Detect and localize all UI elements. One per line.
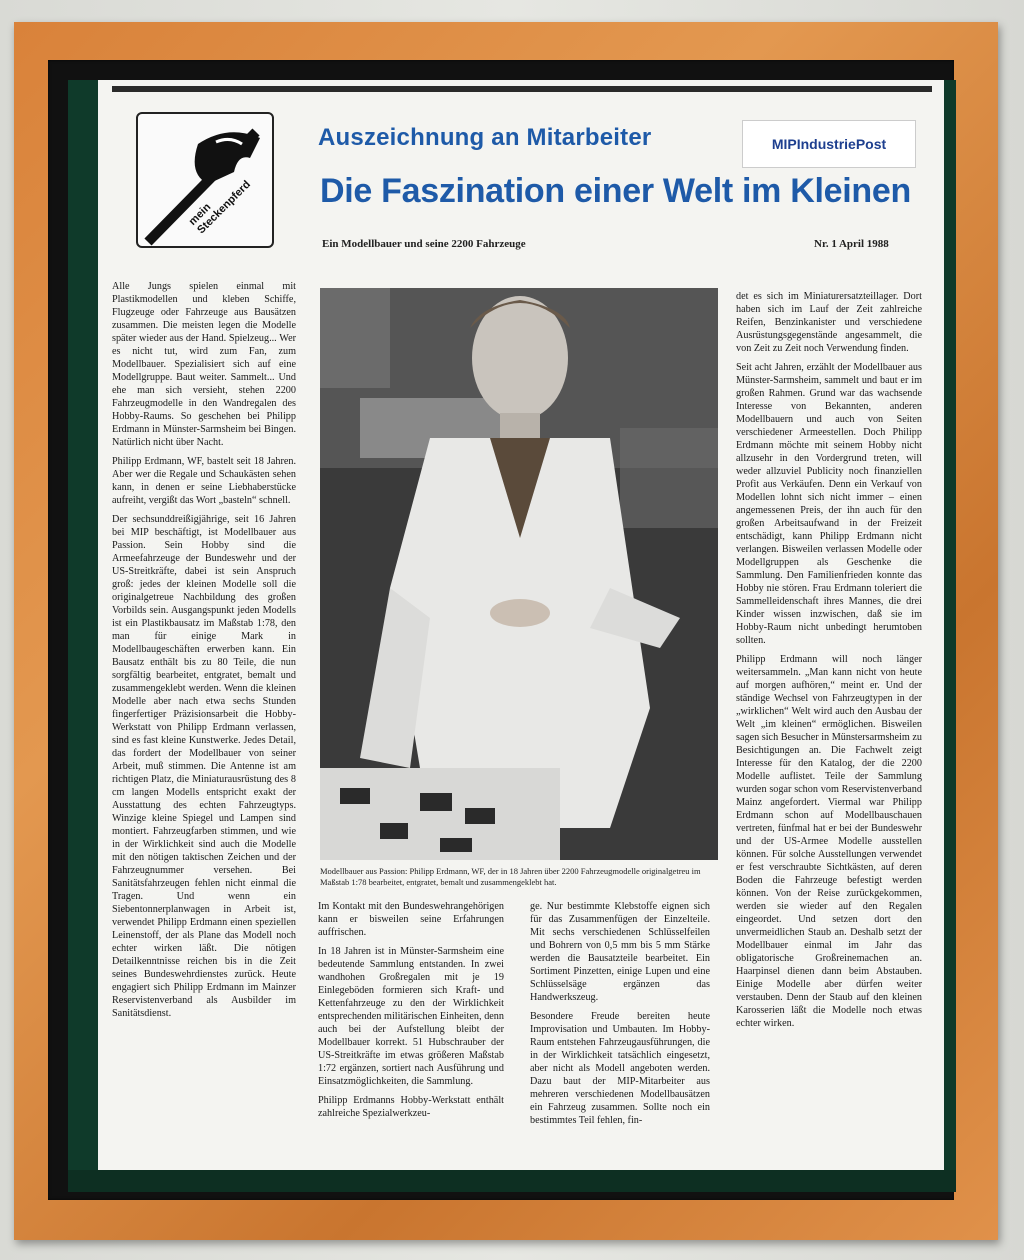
mat-bottom <box>68 1170 956 1192</box>
paragraph: Im Kontakt mit den Bundeswehrangehörigen kann er bisweilen seine Erfahrungen auffrischen. <box>318 901 504 938</box>
article-kicker: Auszeichnung an Mitarbeiter <box>318 124 652 151</box>
mat-right <box>944 80 956 1190</box>
article-subline: Ein Modellbauer und seine 2200 Fahrzeuge <box>322 238 526 250</box>
paragraph: Philipp Erdmann, WF, bastelt seit 18 Jahren. Aber wer die Regale und Schaukästen sehen kann, in denen er seine Liebhaberstücke aufreiht, vergißt das Wort „basteln“ schnell. <box>112 456 296 506</box>
paragraph: Philipp Erdmann will noch länger weitersammeln. „Man kann nicht von heute auf morgen aufhören,“ meint er. Und der ständige Wechsel von Fahrzeugtypen in der „wirklichen“ Welt wird auch den Ausbau der Welt „im kleinen“ ermöglichen. Bisweilen sagen sich Besucher in Münstersarmsheim zu Besichtigungen an. Die Fachwelt zeigt Interesse für den Katalog, der die 2200 Modelle auflistet. Teile der Sammlung wurden sogar schon vom Reservistenverband Mainz angefordert. Viermal war Philipp Erdmann schon auf Modellbauschauen vertreten, fünfmal hat er bei der Bundeswehr und der US-Armee Modelle ausstellen können. Für solche Ausstellungen verwendet er fest verschraubte Sichtkästen, auf deren Boden die Fahrzeuge befestigt werden können. Von der Reise zurückgekommen, werden sie wieder auf den Regalen eingeordet. Und setzen dort den unvermeidlichen Staub an. Deshalb setzt der Modellbauer einmal im Jahr das obligatorische Großreinemachen an. Haarpinsel dienen dann beim Abstauben. Einige Modelle aber dürfen weiter verstauben. Denn der Staub auf den kleinen Karosserien läßt die Modelle noch etwas echter wirken. <box>736 654 922 1029</box>
paragraph: det es sich im Miniaturersatzteillager. Dort haben sich im Lauf der Zeit zahlreiche Reifen, Benzinkanister und verschiedene Ausrüstungsgegenstände angesammelt, die von Zeit zu Zeit noch Verwendung finden. <box>736 291 922 354</box>
paragraph: Der sechsunddreißigjährige, seit 16 Jahren bei MIP beschäftigt, ist Modellbauer aus Passion. Sein Hobby sind die Armeefahrzeuge der Bundeswehr und der US-Streitkräfte, dabei ist sein Anspruch groß: jedes der kleinen Modelle soll die originalgetreue Nachbildung des großen Vorbilds sein. Ausgangspunkt jeden Modells ist ein Plastikbausatz im Maßstab 1:78, den man für einige Mark in Modellbaugeschäften erwerben kann. Ein Bausatz enthält bis zu 80 Teile, die nun sorgfältig bearbeitet, entgratet, bemalt und zusammengeklebt werden. Wenn die kleinen Modelle aber nach etwa sechs Stunden fingerfertiger Präzisionsarbeit die Hobby-Werkstatt von Philipp Erdmann verlassen, sind es fast kleine Kunstwerke. Jedes Detail, das fordert der Modellbauer von seiner Arbeit, muß stimmen. Die Antenne ist am richtigen Platz, die Miniaturausrüstung des 8 cm langen Modells entspricht exakt der Ausstattung des echten Fahrzeugtyps. Winzige kleine Spiegel und Lampen sind montiert. Fahrzeugfarben stimmen, und wie in der Wirklichkeit sind auch die Modelle mit den nötigen taktischen Zeichen und der Fahrzeugnummer versehen. Bei Sanitätsfahrzeugen fehlen nicht einmal die Tragen. Und wenn ein Siebentonnerplanwagen in Arbeit ist, verwendet Philipp Erdmann einen speziellen Leinenstoff, der als Plane das Modell noch echter wirken läßt. Die nötigen Detailkenntnisse reichen bis in die Zeit seines Bundeswehrdienstes zurück. Heute engagiert sich Philipp Erdmann im Mainzer Reservistenverband als Ausbilder im Sanitätsdienst. <box>112 514 296 1019</box>
paragraph: In 18 Jahren ist in Münster-Sarmsheim eine bedeutende Sammlung entstanden. In zwei wandhohen Großregalen mit je 19 Einlegeböden formieren sich Kraft- und Kettenfahrzeuge zu den der Wirklichkeit entsprechenden militärischen Einheiten, denn auch bei der Aufstellung bleibt der Modellbauer korrekt. 51 Hubschrauber der US-Streitkräfte im etwas größeren Maßstab 1:72 ergänzen, sortiert nach Ausführung und Einsatzmöglichkeiten, die Sammlung. <box>318 946 504 1087</box>
paragraph: Besondere Freude bereiten heute Improvisation und Umbauten. Im Hobby-Raum entstehen Fahrzeugausführungen, die in der Wirklichkeit tatsächlich eingesetzt, aber nicht als Modell angeboten werden. Dazu baut der MIP-Mitarbeiter aus mehreren verschiedenen Modellbausätzen ein Fahrzeug zusammen. Sollte noch ein bestimmtes Teil fehlen, fin- <box>530 1011 710 1126</box>
paragraph: Alle Jungs spielen einmal mit Plastikmodellen und kleben Schiffe, Flugzeuge oder Fahrzeuge aus Bausätzen zusammen. Die meisten legen die Modelle später wieder aus der Hand. Spielzeug... Wer es nicht tut, wird zum Fan, zum Modellbauer. Spezialisiert sich auf eine Modellgruppe. Baut weiter. Sammelt... Und ehe man sich versieht, stehen 2200 Fahrzeugmodelle in den Wandregalen des Hobby-Raums. So geschehen bei Philipp Erdmann in Münster-Sarmsheim bei Bingen. Natürlich nicht über Nacht. <box>112 281 296 448</box>
text-column-3 <box>736 290 922 1150</box>
logo-text: mein Steckenpferd <box>186 178 253 237</box>
top-rule <box>112 86 932 92</box>
photo-caption: Modellbauer aus Passion: Philipp Erdmann, WF, der in 18 Jahren über 2200 Fahrzeugmodelle originalgetreu im Maßstab 1:78 bearbeitet, entgratet, bemalt und zusammengeklebt hat. <box>320 866 701 887</box>
hobby-horse-logo <box>136 112 274 248</box>
paragraph: ge. Nur bestimmte Klebstoffe eignen sich für das Zusammenfügen der Einzelteile. Mit sechs verschiedenen Schlüsselfeilen und Bohrern von 0,5 mm bis 5 mm Stärke werden die Bausatzteile bearbeitet. Ein Sortiment Pinzetten, einige Lupen und eine Schlüsselsäge ergänzen das Handwerkszeug. <box>530 901 710 1003</box>
mip-industrie-post-badge <box>742 120 916 168</box>
text-column-1 <box>112 280 296 1160</box>
article-headline: Die Faszination einer Welt im Kleinen <box>320 172 911 210</box>
issue-label: Nr. 1 April 1988 <box>814 238 889 250</box>
newspaper-clipping <box>98 80 944 1170</box>
paragraph: Philipp Erdmanns Hobby-Werkstatt enthält zahlreiche Spezialwerkzeu- <box>318 1095 504 1119</box>
mat-left <box>68 80 98 1190</box>
modeller-photo <box>320 288 718 860</box>
text-column-2a <box>318 900 504 1150</box>
paragraph: Seit acht Jahren, erzählt der Modellbauer aus Münster-Sarmsheim, sammelt und baut er im großen Rahmen. Grund war das wachsende Interesse von Bekannten, anderen Modellbauern und auch von Seiten verschiedener Armeestellen. Doch Philipp Erdmann möchte mit seinem Hobby nicht allzusehr in den Vordergrund treten, will weder allzuviel Publicity noch finanziellen Profit aus Verkäufen. Denn ein Verkauf von Modellen lohnt sich nicht immer – einen angemessenen Preis, der ihn auch für den großen Arbeitsaufwand in der Freizeit entschädigt, kann Philipp Erdmann nicht verlangen. Bisweilen verlassen Modelle oder Modellgruppen als Geschenke die Sammlung. Den Familienfrieden konnte das Hobby nie stören. Frau Erdmann toleriert die Sammelleidenschaft ihres Mannes, die drei Kinder wissen inzwischen, daß sie im Hobby-Raum nicht unbedingt herumtoben sollten. <box>736 362 922 646</box>
text-column-2b <box>530 900 710 1150</box>
mip-badge-text: MIPIndustriePost <box>771 136 887 152</box>
photo-image <box>320 288 718 860</box>
